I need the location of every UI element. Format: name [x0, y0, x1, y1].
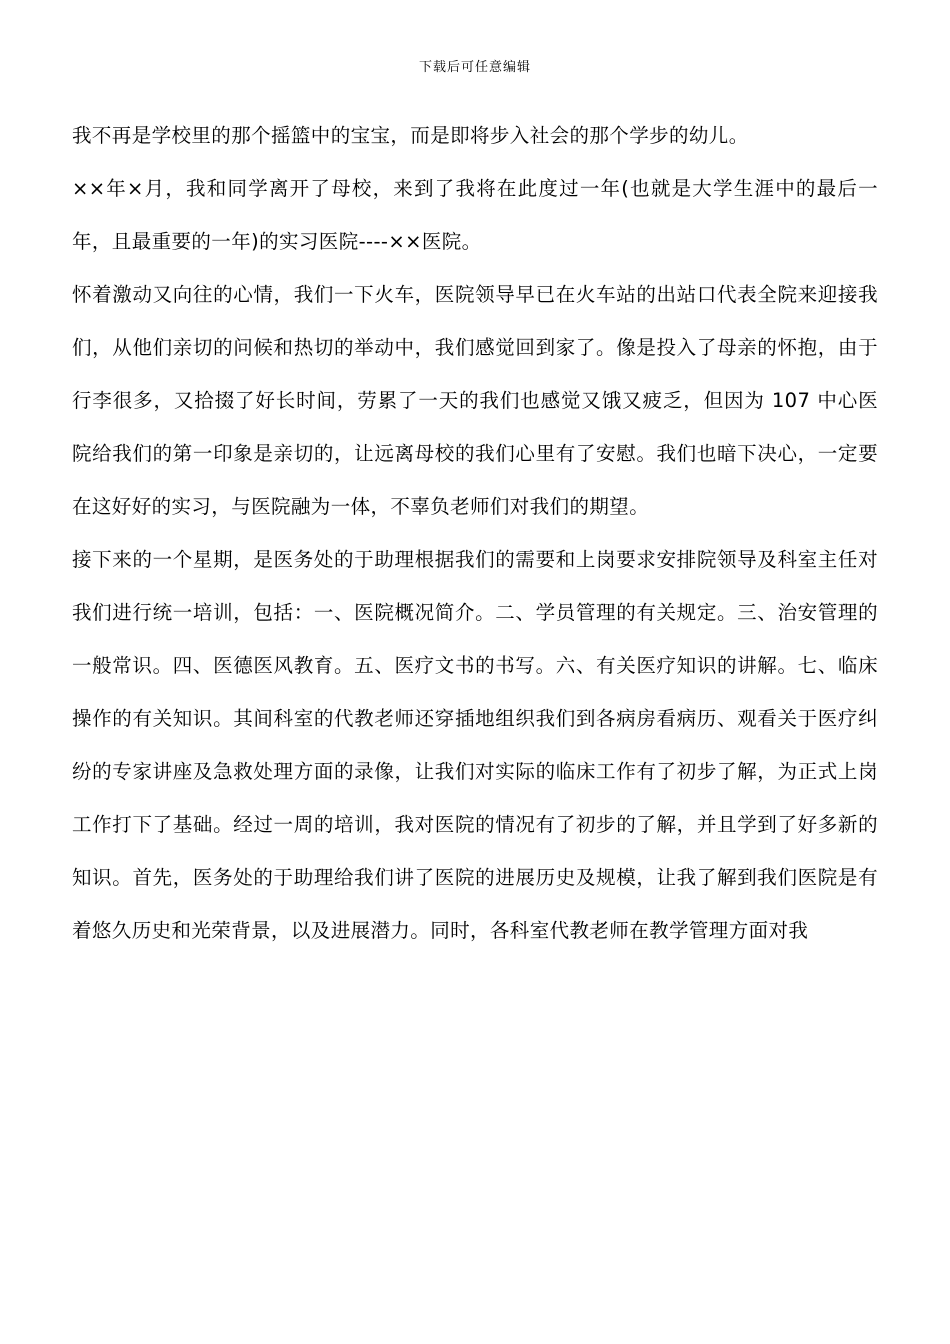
paragraph-4: 接下来的一个星期，是医务处的于助理根据我们的需要和上岗要求安排院领导及科室主任对我们进行统一培训，包括：一、医院概况简介。二、学员管理的有关规定。三、治安管理的一般常识。四、医德医风教育。五、医疗文书的书写。六、有关医疗知识的讲解。七、临床操作的有关知识。其间科室的代教老师还穿插地组织我们到各病房看病历、观看关于医疗纠纷的专家讲座及急救处理方面的录像，让我们对实际的临床工作有了初步了解，为正式上岗工作打下了基础。经过一周的培训，我对医院的情况有了初步的了解，并且学到了好多新的知识。首先，医务处的于助理给我们讲了医院的进展历史及规模，让我了解到我们医院是有着悠久历史和光荣背景，以及进展潜力。同时，各科室代教老师在教学管理方面对我 [72, 548, 878, 942]
page-header-watermark: 下载后可任意编辑 [418, 60, 531, 75]
document-body [0, 109, 950, 957]
paragraph-3: 怀着激动又向往的心情，我们一下火车，医院领导早已在火车站的出站口代表全院来迎接我们，从他们亲切的问候和热切的举动中，我们感觉回到家了。像是投入了母亲的怀抱，由于行李很多，又拾掇了好长时间，劳累了一天的我们也感觉又饿又疲乏，但因为 107 中心医院给我们的第一印象是亲切的，让远离母校的我们心里有了安慰。我们也暗下决心，一定要在这好好的实习，与医院融为一体，不辜负老师们对我们的期望。 [72, 283, 878, 518]
paragraph-2: ××年×月，我和同学离开了母校，来到了我将在此度过一年(也就是大学生涯中的最后一年，且最重要的一年)的实习医院----××医院。 [72, 177, 878, 253]
paragraph-1: 我不再是学校里的那个摇篮中的宝宝，而是即将步入社会的那个学步的幼儿。 [72, 124, 749, 147]
